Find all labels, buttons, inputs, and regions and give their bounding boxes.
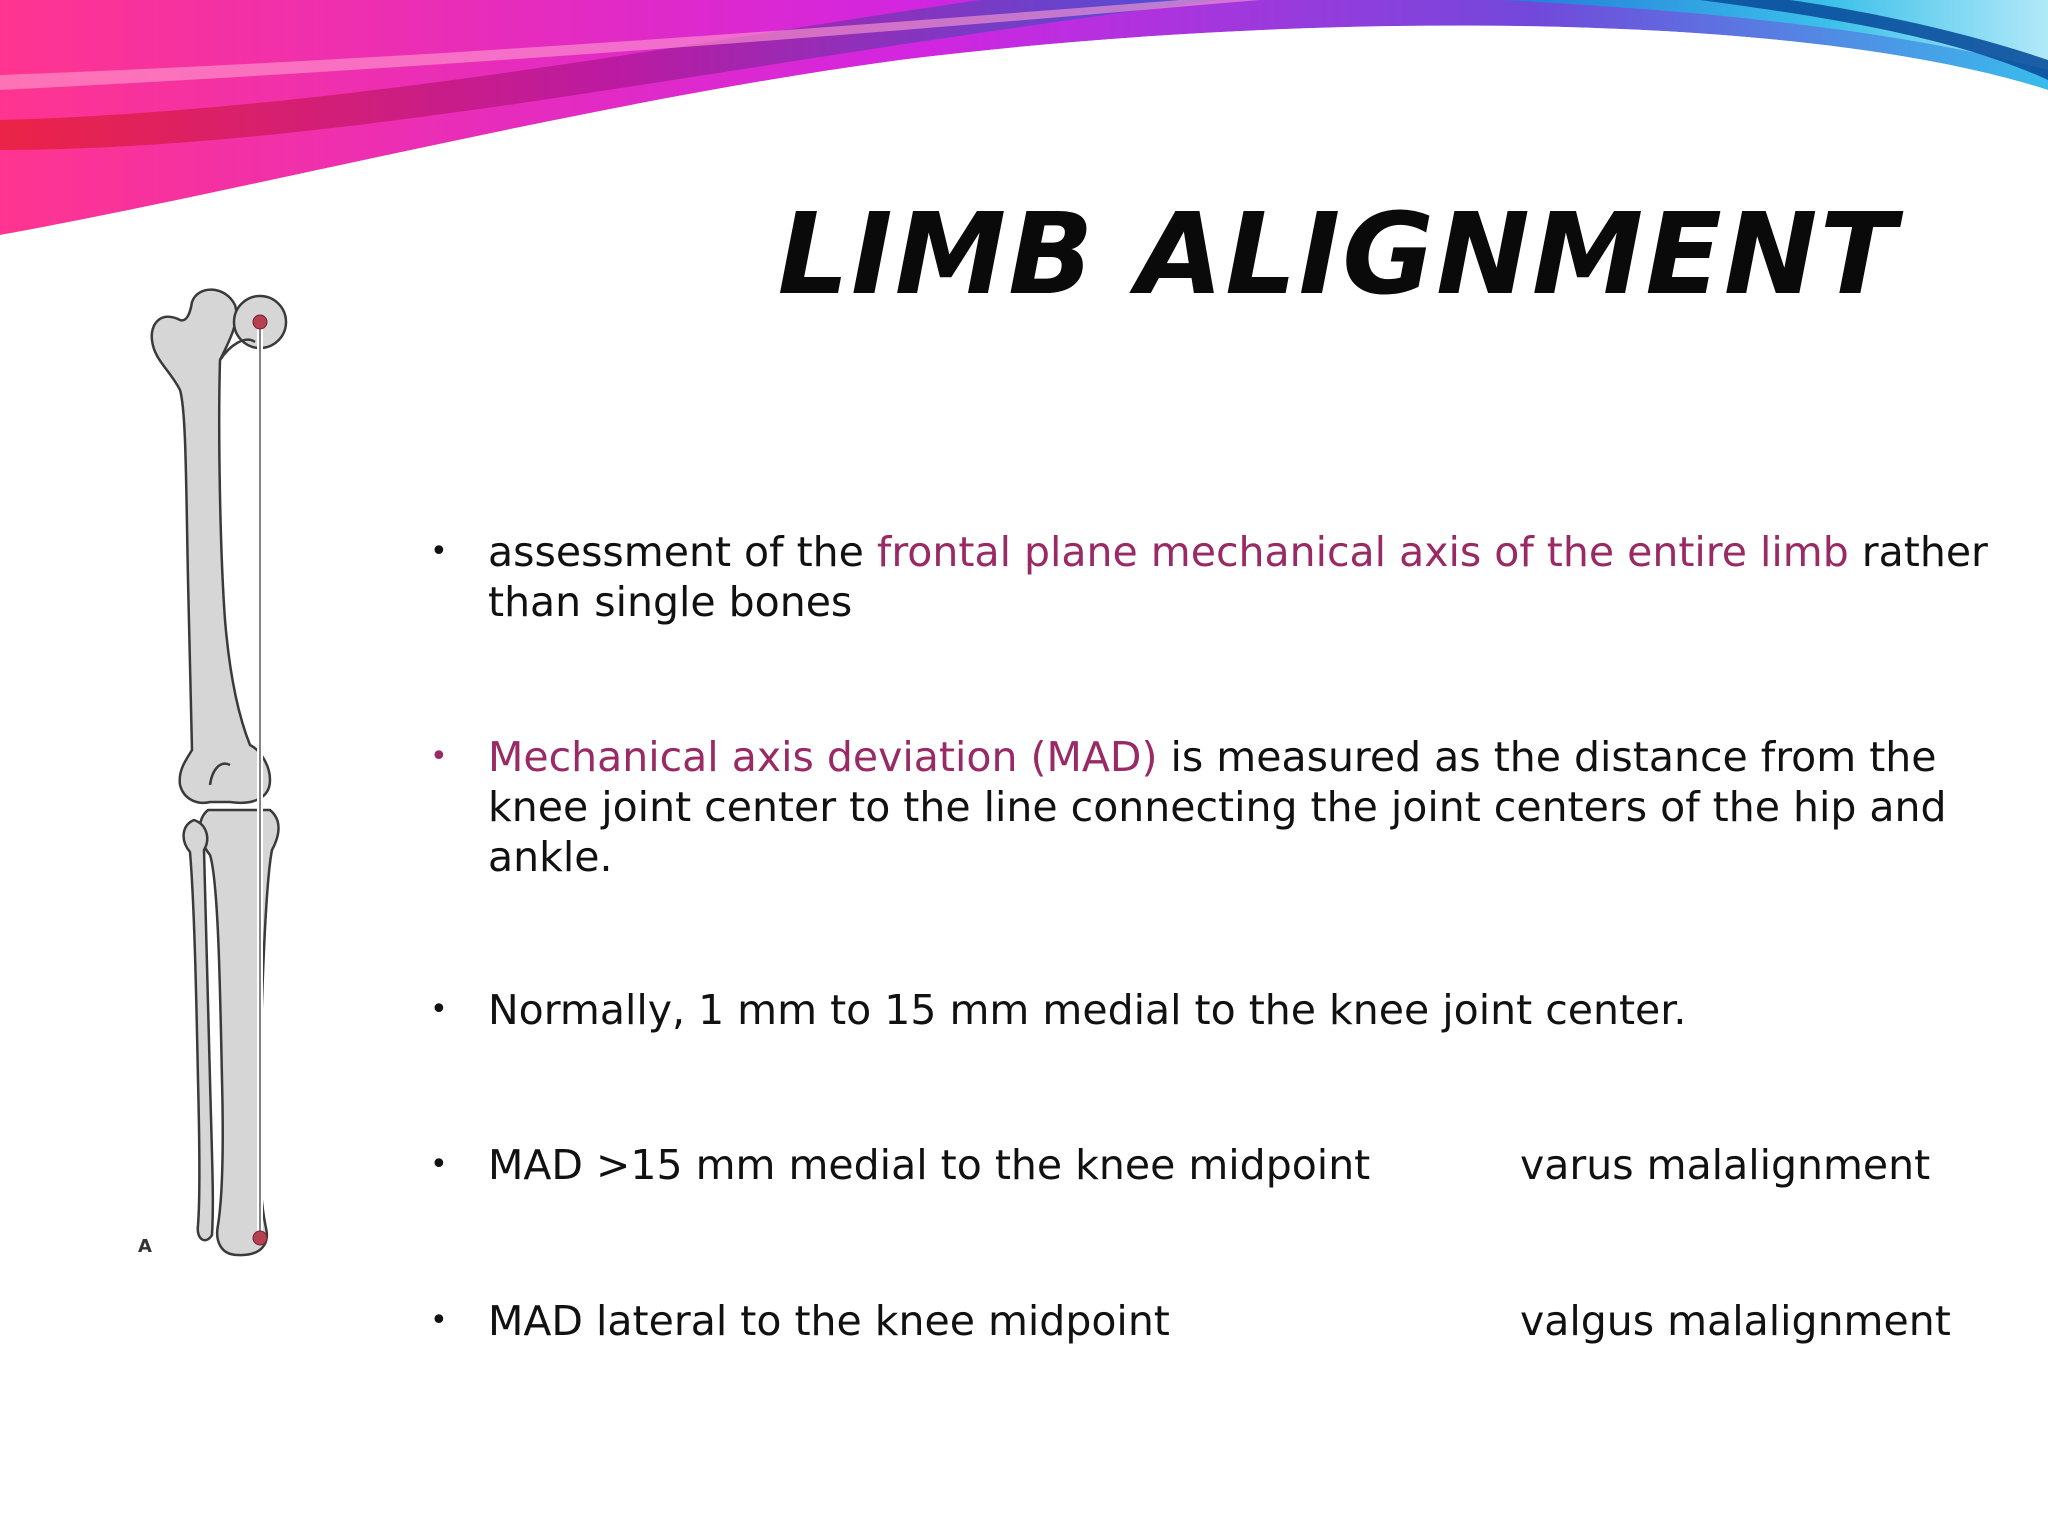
bullet-marker: • <box>430 1303 448 1338</box>
mad-result: valgus malalignment <box>1520 1297 1951 1345</box>
bullet-highlight: frontal plane mechanical axis of the entire limb <box>876 528 1849 576</box>
ankle-center-point <box>253 1231 267 1245</box>
bullet-text <box>488 1296 1988 1346</box>
bullet-marker: • <box>430 1147 448 1182</box>
hip-center-point <box>253 315 267 329</box>
mad-condition: MAD lateral to the knee midpoint <box>488 1297 1170 1345</box>
bullet-text <box>488 732 1988 882</box>
bullet-text-segment: is measured as the distance from the knee joint center to the line connecting the joint centers of the hip and ankle. <box>488 733 1947 881</box>
slide-title: LIMB ALIGNMENT <box>777 190 1898 320</box>
bullet-text-segment: rather than single bones <box>488 528 1988 626</box>
bullet-highlight: Mechanical axis deviation (MAD) <box>488 733 1158 781</box>
bullet-text-segment: assessment of the <box>488 528 877 576</box>
leg-bone-illustration <box>120 280 320 1300</box>
figure-caption: A <box>138 1236 152 1257</box>
femur-shape <box>152 290 270 803</box>
bullet-list <box>430 0 2010 1536</box>
mad-condition: MAD >15 mm medial to the knee midpoint <box>488 1141 1371 1189</box>
fibula-shape <box>184 820 213 1240</box>
bullet-text <box>488 1140 1988 1190</box>
bullet-marker: • <box>430 992 448 1027</box>
bullet-marker: • <box>430 534 448 569</box>
bullet-text <box>488 527 1988 627</box>
bullet-marker: • <box>430 739 448 774</box>
mad-result: varus malalignment <box>1520 1141 1931 1189</box>
bullet-text: Normally, 1 mm to 15 mm medial to the knee joint center. <box>488 986 1687 1034</box>
